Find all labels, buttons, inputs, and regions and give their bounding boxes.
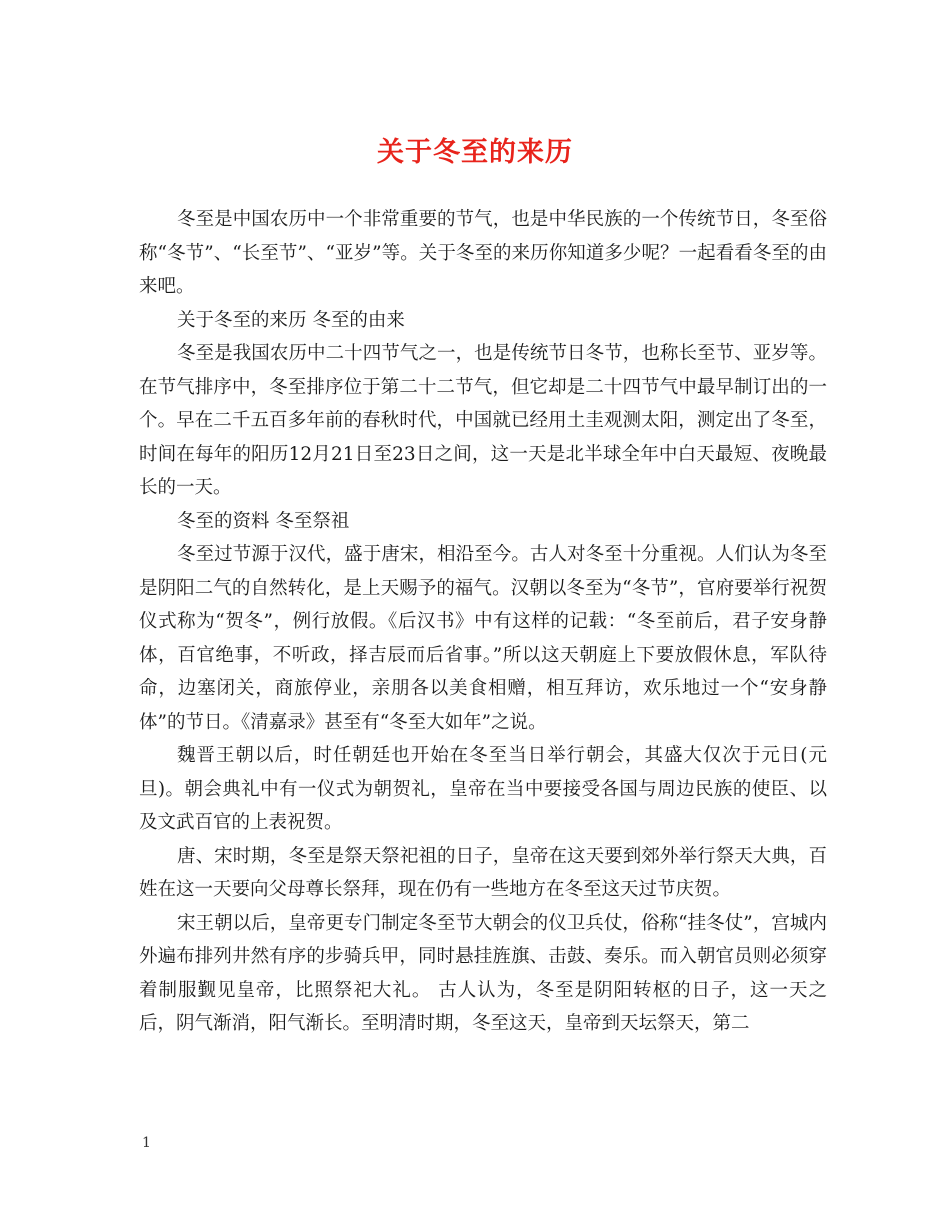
paragraph-tang-song: 唐、宋时期，冬至是祭天祭祀祖的日子，皇帝在这天要到郊外举行祭天大典，百姓在这一天要向父母尊长祭拜，现在仍有一些地方在冬至这天过节庆贺。	[139, 845, 827, 900]
paragraph-origin: 冬至是我国农历中二十四节气之一，也是传统节日冬节，也称长至节、亚岁等。在节气排序中，冬至排序位于第二十二节气，但它却是二十四节气中最早制订出的一个。早在二千五百多年前的春秋时代，中国就已经用土圭观测太阳，测定出了冬至，时间在每年的阳历12月21日至23日之间，这一天是北半球全年中白天最短、夜晚最长的一天。	[139, 343, 827, 498]
section-heading-ancestor-worship: 冬至的资料 冬至祭祖	[177, 510, 350, 532]
paragraph-song-ming-qing: 宋王朝以后，皇帝更专门制定冬至节大朝会的仪卫兵仗，俗称“挂冬仗”，宫城内外遍布排列井然有序的步骑兵甲，同时悬挂旌旗、击鼓、奏乐。而入朝官员则必须穿着制服觐见皇帝，比照祭祀大礼。 古人认为，冬至是阴阳转枢的日子，这一天之后，阴气渐消，阳气渐长。至明清时期，冬至这天，皇帝到天坛祭天，第二	[139, 912, 827, 1034]
page-number: 1	[142, 1135, 151, 1151]
section-heading-origin: 关于冬至的来历 冬至的由来	[177, 309, 405, 331]
paragraph-intro: 冬至是中国农历中一个非常重要的节气，也是中华民族的一个传统节日，冬至俗称“冬节”、“长至节”、“亚岁”等。关于冬至的来历你知道多少呢？一起看看冬至的由来吧。	[139, 209, 827, 297]
document-body	[139, 203, 827, 1041]
paragraph-wei-jin: 魏晋王朝以后，时任朝廷也开始在冬至当日举行朝会，其盛大仅次于元日(元旦)。朝会典礼中有一仪式为朝贺礼，皇帝在当中要接受各国与周边民族的使臣、以及文武百官的上表祝贺。	[139, 745, 827, 833]
document-title: 关于冬至的来历	[377, 137, 573, 168]
paragraph-han-dynasty: 冬至过节源于汉代，盛于唐宋，相沿至今。古人对冬至十分重视。人们认为冬至是阴阳二气的自然转化，是上天赐予的福气。汉朝以冬至为“冬节”，官府要举行祝贺仪式称为“贺冬”，例行放假。《后汉书》中有这样的记载：“冬至前后，君子安身静体，百官绝事，不听政，择吉辰而后省事。”所以这天朝庭上下要放假休息，军队待命，边塞闭关，商旅停业，亲朋各以美食相赠，相互拜访，欢乐地过一个“安身静体”的节日。《清嘉录》甚至有“冬至大如年”之说。	[139, 544, 827, 733]
